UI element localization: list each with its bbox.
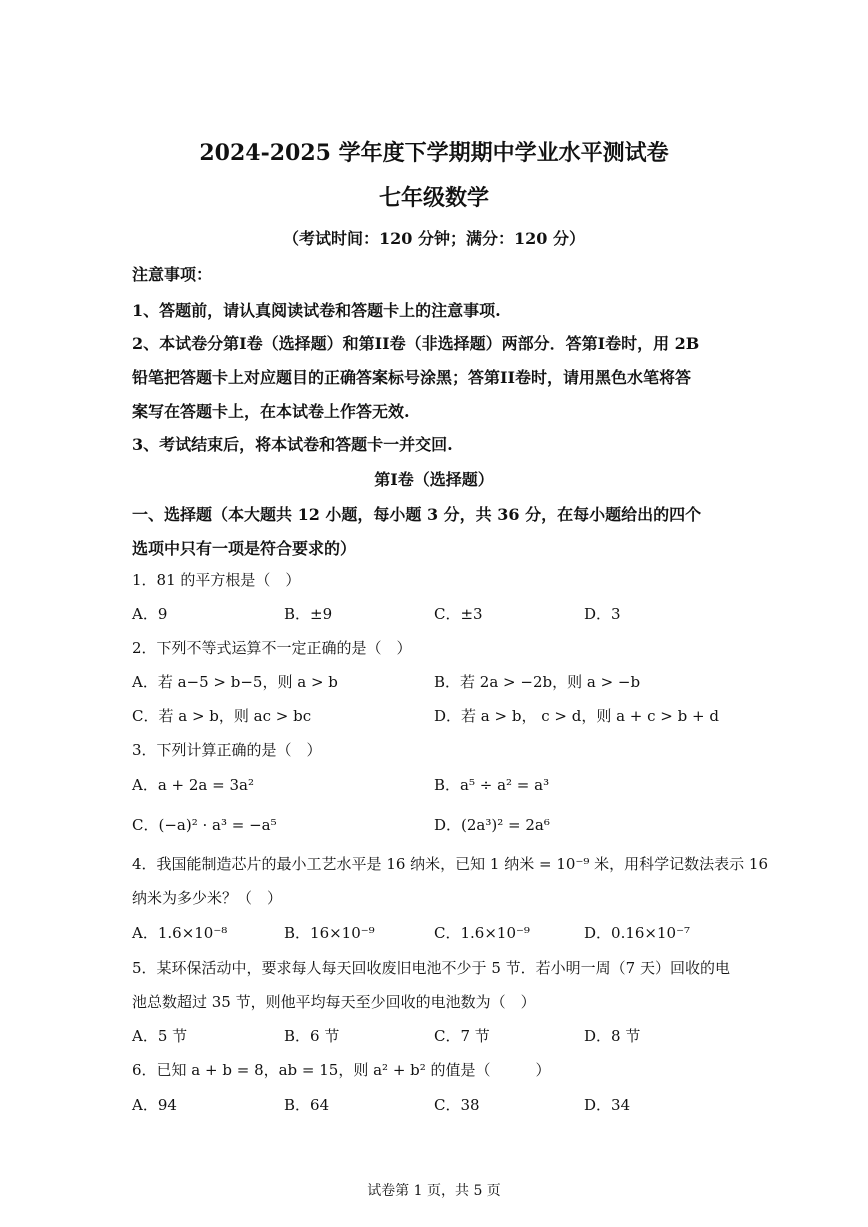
question-3-option-b: B．a⁵ ÷ a² = a³ (434, 776, 550, 794)
question-1-option-a: A．9 (132, 605, 168, 623)
notice-item-2-line3: 案写在答题卡上，在本试卷上作答无效. (132, 402, 410, 421)
question-6-option-c: C．38 (434, 1096, 480, 1114)
exam-title: 2024-2025 学年度下学期期中学业水平测试卷 (199, 140, 669, 166)
notice-item-2-line2: 铅笔把答题卡上对应题目的正确答案标号涂黑；答第II卷时，请用黑色水笔将答 (132, 368, 691, 387)
notice-heading: 注意事项： (132, 265, 213, 284)
question-1-stem: 1．81 的平方根是（ ） (132, 571, 301, 589)
question-4-stem-line2: 纳米为多少米？（ ） (132, 889, 283, 907)
question-1-option-d: D．3 (584, 605, 621, 623)
question-3-stem: 3．下列计算正确的是（ ） (132, 741, 322, 759)
question-5-option-c: C．7 节 (434, 1027, 490, 1045)
question-3-option-c: C．(−a)² · a³ = −a⁵ (132, 816, 277, 834)
part1-instructions-line1: 一、选择题（本大题共 12 小题，每小题 3 分，共 36 分，在每小题给出的四个 (132, 505, 702, 524)
question-3-option-d: D．(2a³)² = 2a⁶ (434, 816, 550, 834)
question-2-stem: 2．下列不等式运算不一定正确的是（ ） (132, 639, 412, 657)
question-4-option-d: D．0.16×10⁻⁷ (584, 924, 691, 942)
question-5-option-a: A．5 节 (132, 1027, 188, 1045)
question-4-option-a: A．1.6×10⁻⁸ (132, 924, 228, 942)
notice-item-1: 1、答题前，请认真阅读试卷和答题卡上的注意事项. (132, 301, 501, 320)
question-6-option-b: B．64 (284, 1096, 330, 1114)
notice-item-2-line1: 2、本试卷分第I卷（选择题）和第II卷（非选择题）两部分．答第I卷时，用 2B (132, 334, 700, 353)
question-5-option-b: B．6 节 (284, 1027, 340, 1045)
question-5-stem-line2: 池总数超过 35 节，则他平均每天至少回收的电池数为（ ） (132, 993, 536, 1011)
exam-info: （考试时间：120 分钟；满分：120 分） (283, 229, 585, 248)
question-4-stem-line1: 4．我国能制造芯片的最小工艺水平是 16 纳米，已知 1 纳米 = 10⁻⁹ 米，用科学记数法表示 16 (132, 855, 768, 873)
page-footer: 试卷第 1 页，共 5 页 (367, 1183, 501, 1199)
question-1-option-c: C．±3 (434, 605, 483, 623)
question-5-option-d: D．8 节 (584, 1027, 641, 1045)
exam-subject: 七年级数学 (378, 185, 489, 211)
notice-item-3: 3、考试结束后，将本试卷和答题卡一并交回. (132, 435, 453, 454)
question-2-option-d: D．若 a > b， c > d，则 a + c > b + d (434, 707, 719, 725)
question-6-option-a: A．94 (132, 1096, 177, 1114)
question-3-option-a: A．a + 2a = 3a² (132, 776, 254, 794)
question-1-option-b: B．±9 (284, 605, 333, 623)
question-6-stem: 6．已知 a + b = 8，ab = 15，则 a² + b² 的值是（ ） (132, 1061, 551, 1079)
part1-instructions-line2: 选项中只有一项是符合要求的） (132, 539, 357, 558)
question-6-option-d: D．34 (584, 1096, 631, 1114)
question-2-option-b: B．若 2a > −2b，则 a > −b (434, 673, 641, 691)
question-4-option-b: B．16×10⁻⁹ (284, 924, 375, 942)
question-4-option-c: C．1.6×10⁻⁹ (434, 924, 530, 942)
section-title: 第I卷（选择题） (374, 470, 494, 489)
question-5-stem-line1: 5．某环保活动中，要求每人每天回收废旧电池不少于 5 节．若小明一周（7 天）回收的电 (132, 959, 730, 977)
question-2-option-c: C．若 a > b，则 ac > bc (132, 707, 312, 725)
question-2-option-a: A．若 a−5 > b−5，则 a > b (132, 673, 338, 691)
